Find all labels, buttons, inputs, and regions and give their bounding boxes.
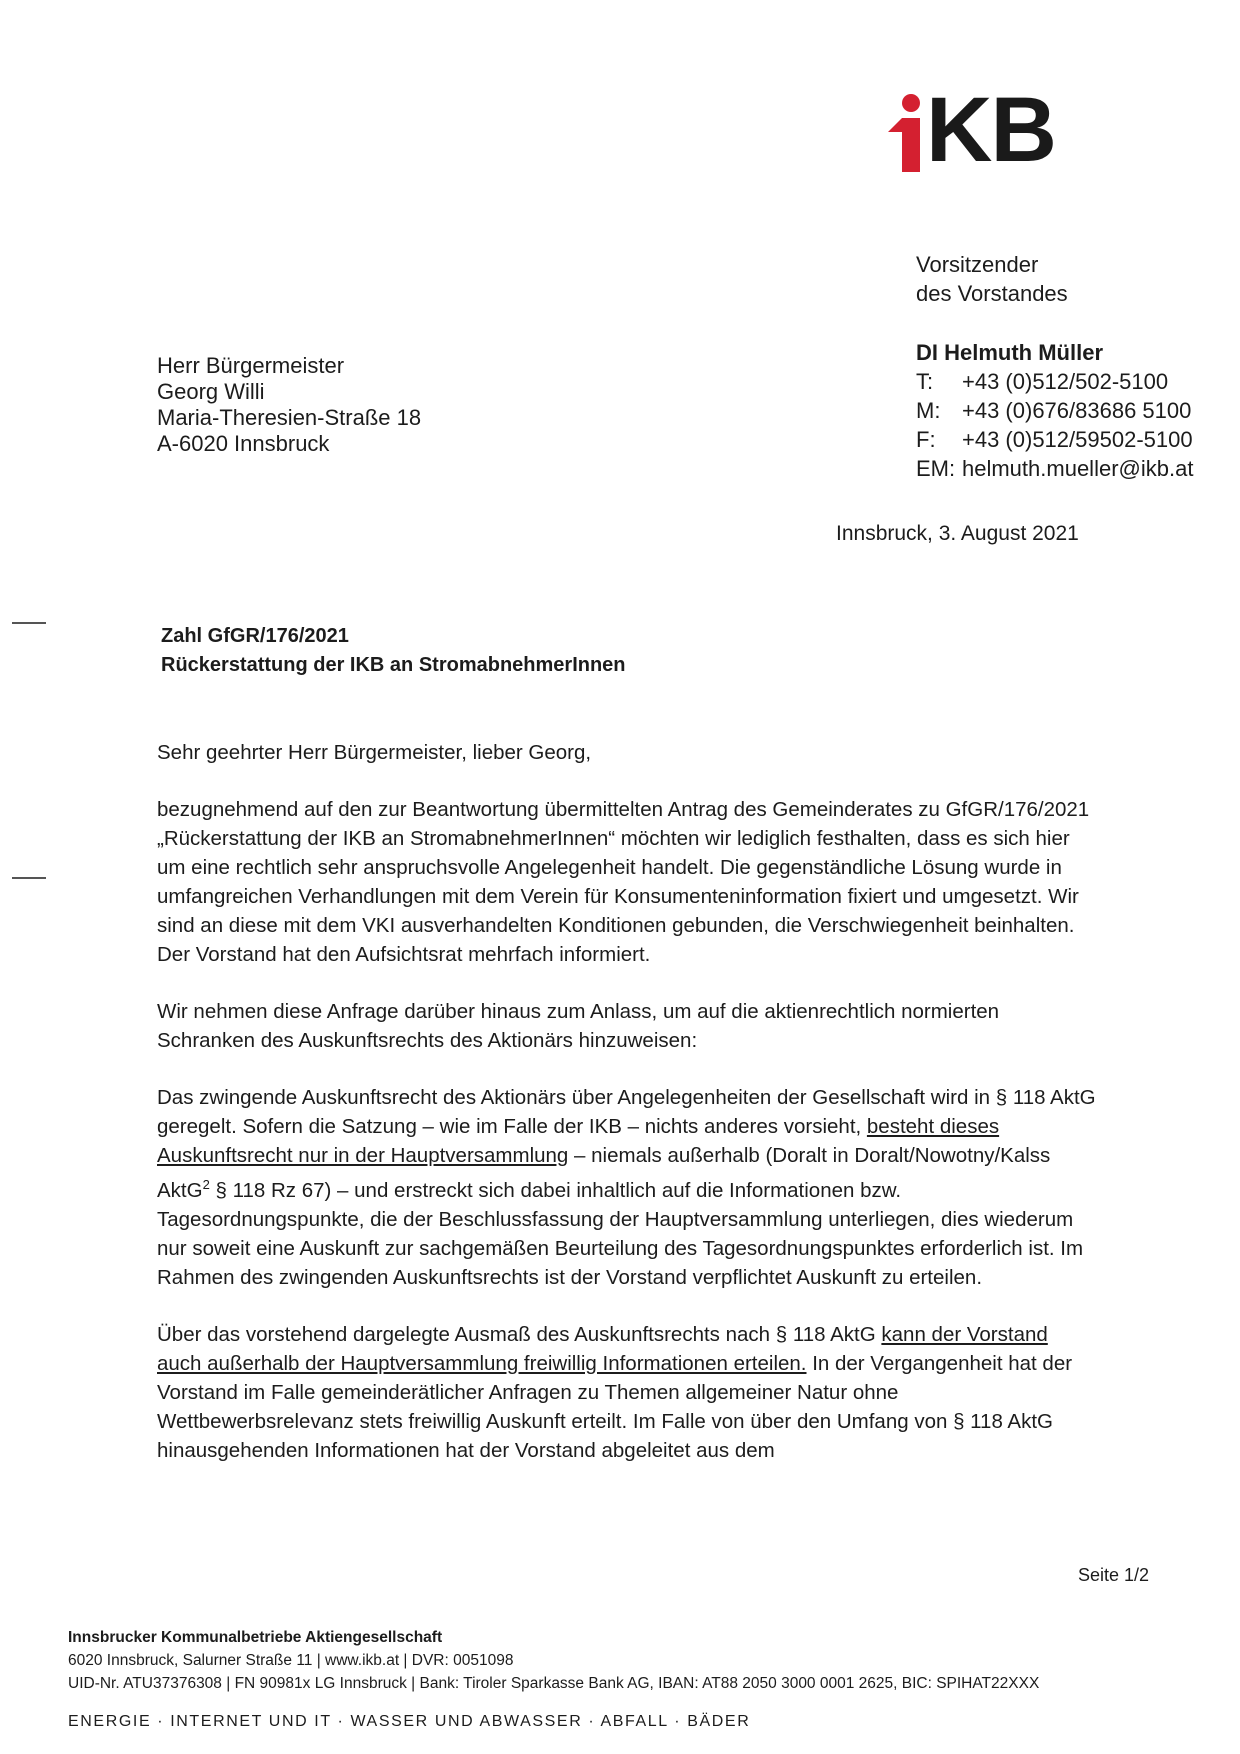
logo-i-mark bbox=[888, 88, 922, 172]
paragraph-text: In der Vergangenheit hat der Vorstand im Falle gemeinderätlicher Anfragen zu Themen allgemeiner Natur ohne Wettbewerbsrelevanz stets freiwillig Auskunft erteilt. Im Falle von über den Umfang von § 118 AktG hinausgehenden Informationen hat der Vorstand abgeleitet aus dem bbox=[157, 1351, 1073, 1462]
footer-registry: UID-Nr. ATU37376308 | FN 90981x LG Innsbruck | Bank: Tiroler Sparkasse Bank AG, IBAN: AT88 2050 3000 0001 2625, BIC: SPIHAT22XXX bbox=[68, 1675, 1040, 1692]
contact-phone bbox=[916, 367, 1193, 396]
body-paragraph-3 bbox=[157, 1083, 1097, 1292]
footer-company: Innsbrucker Kommunalbetriebe Aktiengesellschaft bbox=[68, 1629, 443, 1646]
body-paragraph-4 bbox=[157, 1320, 1097, 1465]
paragraph-text: Über das vorstehend dargelegte Ausmaß des Auskunftsrechts nach § 118 AktG bbox=[157, 1322, 882, 1346]
page-number: Seite 1/2 bbox=[1078, 1565, 1150, 1585]
contact-label: T: bbox=[916, 369, 934, 394]
letter-date: Innsbruck, 3. August 2021 bbox=[836, 522, 1079, 545]
contact-email bbox=[916, 454, 1193, 483]
salutation: Sehr geehrter Herr Bürgermeister, lieber Georg, bbox=[157, 741, 592, 764]
recipient-line: Herr Bürgermeister bbox=[157, 353, 345, 378]
contact-value: +43 (0)676/83686 5100 bbox=[962, 398, 1192, 423]
body-paragraph-2: Wir nehmen diese Anfrage darüber hinaus zum Anlass, um auf die aktienrechtlich normierten Schranken des Auskunftsrechts des Aktionärs hinzuweisen: bbox=[157, 1000, 1000, 1052]
contact-label: F: bbox=[916, 427, 936, 452]
paragraph-text: – niemals außerhalb (Doralt in Doralt/Nowotny/Kalss AktG bbox=[157, 1144, 1051, 1202]
underlined-text: kann der Vorstand auch außerhalb der Hauptversammlung freiwillig Informationen erteilen. bbox=[157, 1322, 1048, 1375]
recipient-address bbox=[157, 353, 421, 457]
underlined-text: besteht dieses Auskunftsrecht nur in der Hauptversammlung bbox=[157, 1115, 1000, 1167]
contact-value: +43 (0)512/502-5100 bbox=[962, 369, 1169, 394]
fold-mark-middle bbox=[12, 877, 46, 879]
sender-contact bbox=[916, 338, 1193, 483]
subject-title: Rückerstattung der IKB an StromabnehmerInnen bbox=[161, 654, 626, 676]
subject-reference: Zahl GfGR/176/2021 bbox=[161, 625, 349, 647]
sender-role bbox=[916, 250, 1068, 308]
logo-letters: KB bbox=[926, 79, 1055, 181]
logo-i-dot bbox=[902, 94, 920, 112]
logo-i-stem bbox=[902, 118, 920, 172]
superscript: 2 bbox=[202, 1177, 210, 1192]
fold-mark-top bbox=[12, 622, 46, 624]
contact-value: helmuth.mueller@ikb.at bbox=[962, 456, 1194, 481]
contact-value: +43 (0)512/59502-5100 bbox=[962, 427, 1193, 452]
body-paragraph-1: bezugnehmend auf den zur Beantwortung übermittelten Antrag des Gemeinderates zu GfGR/176/2021 „Rückerstattung der IKB an StromabnehmerInnen“ möchten wir lediglich festhalten, dass es sich hier um eine rechtlich sehr anspruchsvolle Angelegenheit handelt. Die gegenständliche Lösung wurde in umfangreichen Verhandlungen mit dem Verein für Konsumenteninformation fixiert und umgesetzt. Wir sind an diese mit dem VKI ausverhandelten Konditionen gebunden, die Verschwiegenheit beinhalten. Der Vorstand hat den Aufsichtsrat mehrfach informiert. bbox=[157, 798, 1090, 966]
recipient-line: Georg Willi bbox=[157, 379, 265, 404]
sender-name: DI Helmuth Müller bbox=[916, 340, 1104, 365]
letter-subject bbox=[161, 622, 626, 680]
sender-role-line2: des Vorstandes bbox=[916, 281, 1068, 306]
ikb-logo bbox=[888, 79, 1055, 181]
sender-role-line1: Vorsitzender bbox=[916, 252, 1039, 277]
contact-label: EM: bbox=[916, 456, 956, 481]
letter-body bbox=[157, 738, 1097, 1493]
contact-fax bbox=[916, 425, 1193, 454]
paragraph-text: Das zwingende Auskunftsrecht des Aktionärs über Angelegenheiten der Gesellschaft wird in § 118 AktG geregelt. Sofern die Satzung – wie im Falle der IKB – nichts anderes vorsieht, bbox=[157, 1086, 1096, 1138]
footer-services: ENERGIE · INTERNET UND IT · WASSER UND ABWASSER · ABFALL · BÄDER bbox=[68, 1713, 751, 1730]
logo-i-flag bbox=[888, 118, 902, 132]
paragraph-text: § 118 Rz 67) – und erstreckt sich dabei inhaltlich auf die Informationen bzw. Tagesordnungspunkte, die der Beschlussfassung der Hauptversammlung unterliegen, dies wiederum nur soweit eine Auskunft zur sachgemäßen Beurteilung des Tagesordnungspunktes erforderlich ist. Im Rahmen des zwingenden Auskunftsrechts ist der Vorstand verpflichtet Auskunft zu erteilen. bbox=[157, 1178, 1084, 1289]
contact-label: M: bbox=[916, 398, 941, 423]
recipient-line: A-6020 Innsbruck bbox=[157, 431, 330, 456]
recipient-line: Maria-Theresien-Straße 18 bbox=[157, 405, 422, 430]
footer-address: 6020 Innsbruck, Salurner Straße 11 | www.ikb.at | DVR: 0051098 bbox=[68, 1652, 514, 1669]
contact-mobile bbox=[916, 396, 1193, 425]
footer bbox=[68, 1626, 1039, 1695]
